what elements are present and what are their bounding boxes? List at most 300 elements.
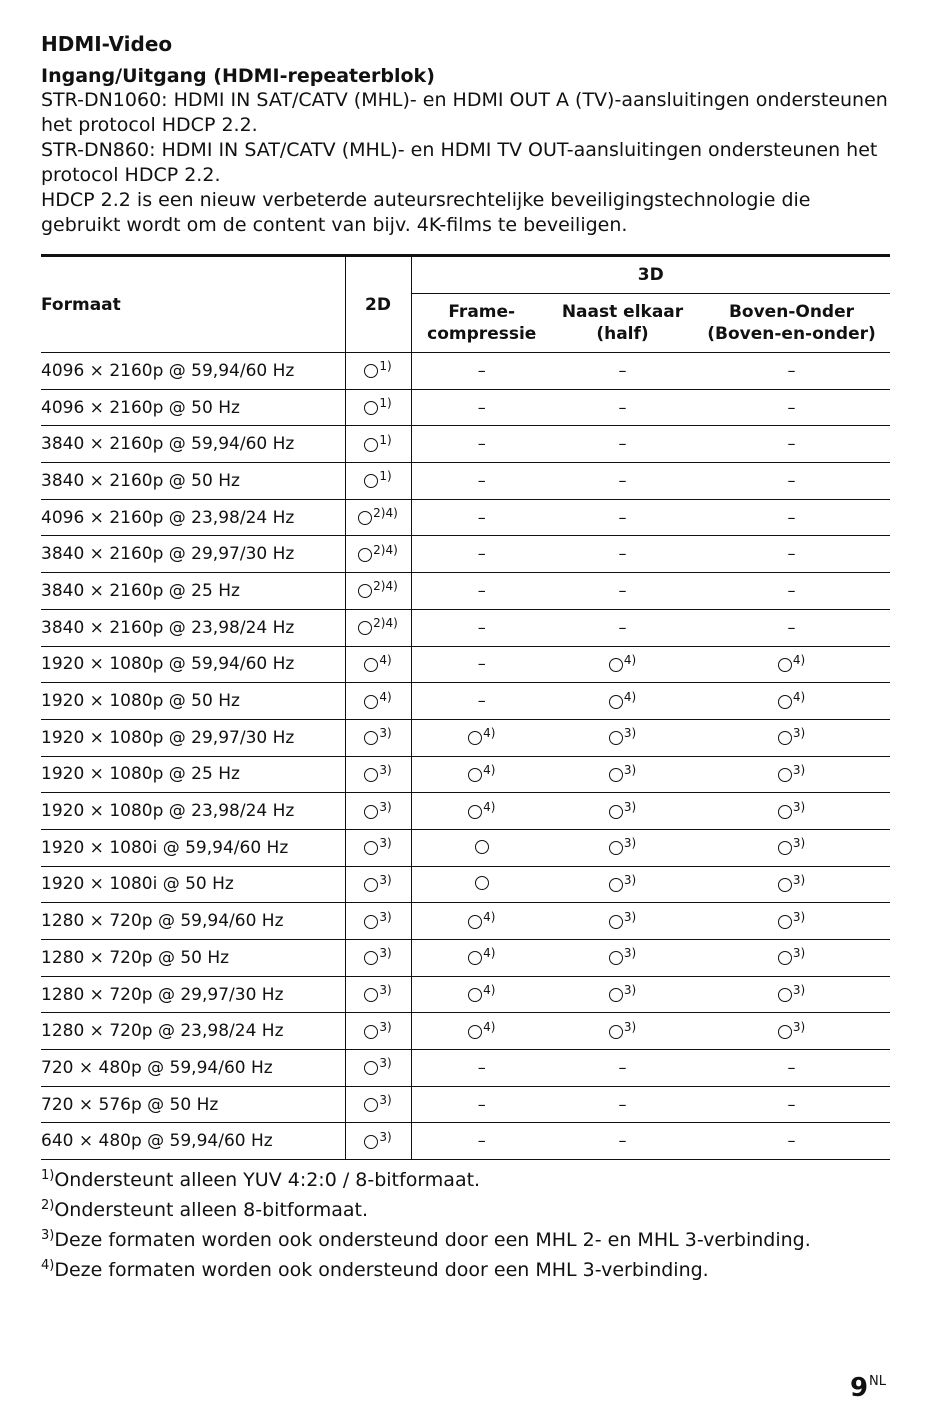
- format-cell: 1280 × 720p @ 23,98/24 Hz: [41, 1013, 345, 1050]
- footnote-mark: 4): [41, 1258, 55, 1273]
- supported-cell: [693, 793, 890, 830]
- circle-icon: [609, 695, 623, 709]
- supported-mark: [364, 836, 391, 859]
- circle-icon: [364, 1135, 378, 1149]
- circle-icon: [778, 841, 792, 855]
- supported-mark: [364, 873, 391, 896]
- dash-mark: –: [618, 617, 627, 637]
- circle-icon: [358, 511, 372, 525]
- table-row: [41, 756, 890, 793]
- table-row: [41, 1050, 890, 1087]
- document-body: [41, 30, 891, 238]
- supported-cell: [411, 903, 552, 940]
- circle-icon: [358, 548, 372, 562]
- footnote-ref: 4): [792, 689, 806, 704]
- dash-mark: –: [477, 617, 486, 637]
- paragraph-1: STR-DN1060: HDMI IN SAT/CATV (MHL)- en HDMI OUT A (TV)-aansluitingen ondersteunen het protocol HDCP 2.2.: [41, 89, 888, 136]
- dash-mark: –: [787, 434, 796, 454]
- table-row: [41, 940, 890, 977]
- footnote-ref: 3): [623, 983, 637, 998]
- header-side-by-side: [552, 294, 693, 353]
- circle-icon: [609, 1025, 623, 1039]
- supported-mark: [468, 983, 495, 1006]
- table-row: [41, 499, 890, 536]
- supported-mark: [364, 1056, 391, 1079]
- supported-mark: [609, 690, 636, 713]
- dash-mark: –: [477, 360, 486, 380]
- footnote-ref: 4): [483, 799, 496, 814]
- supported-mark: [475, 874, 489, 894]
- supported-cell: [345, 866, 411, 903]
- footnote-ref: 4): [379, 652, 392, 667]
- footnote-ref: 4): [483, 946, 496, 961]
- header-line: Boven-Onder: [728, 302, 855, 322]
- supported-cell: [345, 903, 411, 940]
- supported-cell: [411, 756, 552, 793]
- unsupported-cell: [411, 1086, 552, 1123]
- dash-mark: –: [787, 1057, 796, 1077]
- dash-mark: –: [477, 1131, 486, 1151]
- unsupported-cell: [411, 609, 552, 646]
- dash-mark: –: [787, 397, 796, 417]
- dash-mark: –: [618, 1094, 627, 1114]
- footnote-ref: 3): [623, 836, 637, 851]
- circle-icon: [358, 621, 372, 635]
- supported-cell: [552, 866, 693, 903]
- circle-icon: [778, 878, 792, 892]
- footnote-ref: 3): [379, 946, 392, 961]
- footnote-ref: 4): [483, 762, 496, 777]
- supported-mark: [609, 983, 636, 1006]
- dash-mark: –: [618, 507, 627, 527]
- circle-icon: [364, 878, 378, 892]
- dash-mark: –: [477, 544, 486, 564]
- circle-icon: [364, 768, 378, 782]
- unsupported-cell: [693, 1123, 890, 1160]
- supported-cell: [345, 573, 411, 610]
- format-cell: 1920 × 1080p @ 25 Hz: [41, 756, 345, 793]
- supported-cell: [552, 756, 693, 793]
- supported-cell: [345, 1013, 411, 1050]
- supported-cell: [345, 389, 411, 426]
- table-row: [41, 793, 890, 830]
- unsupported-cell: [693, 536, 890, 573]
- supported-cell: [552, 1013, 693, 1050]
- circle-icon: [475, 840, 489, 854]
- format-cell: 1920 × 1080p @ 59,94/60 Hz: [41, 646, 345, 683]
- circle-icon: [364, 658, 378, 672]
- paragraph-2: STR-DN860: HDMI IN SAT/CATV (MHL)- en HDMI TV OUT-aansluitingen ondersteunen het protocol HDCP 2.2.: [41, 139, 878, 186]
- supported-cell: [552, 793, 693, 830]
- footnotes: [41, 1163, 891, 1283]
- header-top-bottom: [693, 294, 890, 353]
- footnote-ref: 4): [623, 689, 637, 704]
- supported-mark: [475, 838, 489, 858]
- unsupported-cell: [552, 463, 693, 500]
- supported-mark: [364, 910, 391, 933]
- footnote-ref: 3): [792, 983, 806, 998]
- unsupported-cell: [411, 1050, 552, 1087]
- unsupported-cell: [693, 1050, 890, 1087]
- supported-cell: [552, 976, 693, 1013]
- footnote-ref: 3): [623, 946, 637, 961]
- supported-cell: [345, 719, 411, 756]
- supported-cell: [693, 646, 890, 683]
- supported-mark: [609, 1020, 636, 1043]
- unsupported-cell: [552, 1050, 693, 1087]
- supported-mark: [364, 1020, 391, 1043]
- supported-cell: [345, 499, 411, 536]
- footnote-ref: 1): [379, 359, 392, 374]
- dash-mark: –: [477, 470, 486, 490]
- dash-mark: –: [618, 470, 627, 490]
- supported-cell: [693, 976, 890, 1013]
- format-cell: 1280 × 720p @ 59,94/60 Hz: [41, 903, 345, 940]
- supported-cell: [345, 463, 411, 500]
- footnote-ref: 3): [379, 909, 392, 924]
- table-row: [41, 573, 890, 610]
- supported-mark: [364, 359, 391, 382]
- circle-icon: [364, 695, 378, 709]
- supported-cell: [345, 646, 411, 683]
- supported-mark: [778, 800, 805, 823]
- circle-icon: [778, 768, 792, 782]
- circle-icon: [609, 951, 623, 965]
- supported-cell: [345, 1086, 411, 1123]
- supported-mark: [364, 946, 391, 969]
- supported-mark: [778, 690, 805, 713]
- supported-mark: [609, 910, 636, 933]
- circle-icon: [609, 988, 623, 1002]
- page-number-value: 9: [849, 1373, 869, 1403]
- circle-icon: [364, 364, 378, 378]
- supported-cell: [693, 683, 890, 720]
- dash-mark: –: [618, 360, 627, 380]
- supported-mark: [364, 690, 391, 713]
- hdmi-format-table: [41, 254, 890, 1160]
- unsupported-cell: [411, 389, 552, 426]
- dash-mark: –: [477, 507, 486, 527]
- format-cell: 720 × 576p @ 50 Hz: [41, 1086, 345, 1123]
- table-row: [41, 1086, 890, 1123]
- supported-mark: [364, 653, 391, 676]
- format-cell: 4096 × 2160p @ 23,98/24 Hz: [41, 499, 345, 536]
- dash-mark: –: [477, 1057, 486, 1077]
- footnote-mark: 1): [41, 1168, 55, 1183]
- header-line: Frame-: [448, 302, 516, 322]
- unsupported-cell: [552, 353, 693, 390]
- unsupported-cell: [411, 683, 552, 720]
- table-row: [41, 683, 890, 720]
- supported-cell: [552, 683, 693, 720]
- supported-mark: [468, 910, 495, 933]
- circle-icon: [468, 988, 482, 1002]
- circle-icon: [778, 731, 792, 745]
- circle-icon: [468, 1025, 482, 1039]
- table-row: [41, 463, 890, 500]
- supported-cell: [345, 536, 411, 573]
- unsupported-cell: [693, 389, 890, 426]
- circle-icon: [364, 474, 378, 488]
- footnote-ref: 3): [792, 1019, 806, 1034]
- footnote-ref: 3): [623, 799, 637, 814]
- supported-cell: [552, 903, 693, 940]
- footnote-ref: 4): [379, 689, 392, 704]
- dash-mark: –: [787, 617, 796, 637]
- supported-mark: [468, 800, 495, 823]
- circle-icon: [468, 915, 482, 929]
- footnote-ref: 4): [483, 1019, 496, 1034]
- supported-cell: [411, 829, 552, 866]
- supported-cell: [693, 719, 890, 756]
- footnote-ref: 1): [379, 469, 392, 484]
- header-line: compressie: [427, 324, 537, 344]
- page-number: [850, 1373, 886, 1403]
- unsupported-cell: [693, 573, 890, 610]
- unsupported-cell: [552, 389, 693, 426]
- supported-cell: [345, 829, 411, 866]
- paragraph-3: HDCP 2.2 is een nieuw verbeterde auteursrechtelijke beveiligingstechnologie die gebruikt wordt om de content van bijv. 4K-films te beveiligen.: [41, 189, 811, 236]
- unsupported-cell: [552, 1086, 693, 1123]
- supported-mark: [468, 946, 495, 969]
- footnote-ref: 3): [792, 726, 806, 741]
- table-row: [41, 609, 890, 646]
- supported-mark: [609, 946, 636, 969]
- supported-cell: [411, 719, 552, 756]
- dash-mark: –: [477, 397, 486, 417]
- footnote-ref: 1): [379, 396, 392, 411]
- circle-icon: [609, 878, 623, 892]
- footnote-ref: 3): [792, 836, 806, 851]
- circle-icon: [778, 915, 792, 929]
- circle-icon: [609, 768, 623, 782]
- format-cell: 1280 × 720p @ 29,97/30 Hz: [41, 976, 345, 1013]
- dash-mark: –: [477, 691, 486, 711]
- supported-cell: [552, 829, 693, 866]
- supported-mark: [778, 836, 805, 859]
- supported-cell: [411, 1013, 552, 1050]
- supported-mark: [364, 763, 391, 786]
- footnote-ref: 3): [379, 872, 392, 887]
- footnote-ref: 3): [379, 762, 392, 777]
- supported-cell: [345, 976, 411, 1013]
- dash-mark: –: [787, 580, 796, 600]
- footnote-ref: 3): [379, 1129, 392, 1144]
- header-format: Formaat: [41, 256, 345, 353]
- circle-icon: [778, 658, 792, 672]
- supported-mark: [778, 1020, 805, 1043]
- footnote-ref: 3): [379, 726, 392, 741]
- unsupported-cell: [552, 536, 693, 573]
- unsupported-cell: [552, 573, 693, 610]
- circle-icon: [778, 805, 792, 819]
- circle-icon: [609, 731, 623, 745]
- footnote-ref: 3): [379, 836, 392, 851]
- table-row: [41, 976, 890, 1013]
- dash-mark: –: [787, 1094, 796, 1114]
- footnote-4: [41, 1253, 891, 1283]
- format-cell: 1920 × 1080p @ 23,98/24 Hz: [41, 793, 345, 830]
- circle-icon: [609, 915, 623, 929]
- format-cell: 3840 × 2160p @ 23,98/24 Hz: [41, 609, 345, 646]
- footnote-ref: 4): [483, 909, 496, 924]
- format-cell: 3840 × 2160p @ 25 Hz: [41, 573, 345, 610]
- unsupported-cell: [693, 463, 890, 500]
- dash-mark: –: [787, 1131, 796, 1151]
- unsupported-cell: [411, 573, 552, 610]
- supported-mark: [364, 396, 391, 419]
- supported-cell: [345, 353, 411, 390]
- supported-mark: [609, 836, 636, 859]
- page-title: HDMI-Video: [41, 32, 173, 56]
- supported-mark: [358, 616, 398, 639]
- supported-mark: [778, 946, 805, 969]
- circle-icon: [475, 876, 489, 890]
- unsupported-cell: [411, 426, 552, 463]
- dash-mark: –: [618, 434, 627, 454]
- footnote-text: Ondersteunt alleen YUV 4:2:0 / 8-bitformaat.: [54, 1169, 481, 1191]
- supported-cell: [411, 866, 552, 903]
- footnote-ref: 3): [792, 799, 806, 814]
- supported-cell: [411, 793, 552, 830]
- circle-icon: [364, 951, 378, 965]
- supported-mark: [364, 1130, 391, 1153]
- format-cell: 1280 × 720p @ 50 Hz: [41, 940, 345, 977]
- format-cell: 1920 × 1080i @ 59,94/60 Hz: [41, 829, 345, 866]
- supported-cell: [693, 1013, 890, 1050]
- table-row: [41, 389, 890, 426]
- supported-mark: [364, 983, 391, 1006]
- supported-mark: [609, 763, 636, 786]
- supported-cell: [345, 609, 411, 646]
- footnote-text: Deze formaten worden ook ondersteund door een MHL 3-verbinding.: [54, 1259, 709, 1281]
- footnote-ref: 3): [379, 983, 392, 998]
- header-line: Naast elkaar: [561, 302, 684, 322]
- footnote-3: [41, 1223, 891, 1253]
- circle-icon: [364, 841, 378, 855]
- supported-mark: [468, 763, 495, 786]
- circle-icon: [609, 658, 623, 672]
- unsupported-cell: [693, 353, 890, 390]
- unsupported-cell: [693, 426, 890, 463]
- unsupported-cell: [552, 426, 693, 463]
- table-row: [41, 646, 890, 683]
- footnote-ref: 3): [623, 872, 637, 887]
- table-row: [41, 536, 890, 573]
- unsupported-cell: [552, 1123, 693, 1160]
- supported-cell: [345, 793, 411, 830]
- circle-icon: [778, 1025, 792, 1039]
- supported-mark: [609, 800, 636, 823]
- supported-mark: [778, 653, 805, 676]
- supported-mark: [364, 800, 391, 823]
- footnote-ref: 4): [483, 726, 496, 741]
- supported-mark: [778, 983, 805, 1006]
- supported-mark: [778, 873, 805, 896]
- format-cell: 3840 × 2160p @ 50 Hz: [41, 463, 345, 500]
- supported-mark: [358, 579, 398, 602]
- circle-icon: [468, 731, 482, 745]
- circle-icon: [364, 915, 378, 929]
- supported-cell: [552, 940, 693, 977]
- circle-icon: [364, 805, 378, 819]
- footnote-ref: 3): [623, 762, 637, 777]
- table-row: [41, 1123, 890, 1160]
- footnote-ref: 3): [792, 946, 806, 961]
- circle-icon: [468, 768, 482, 782]
- format-cell: 3840 × 2160p @ 59,94/60 Hz: [41, 426, 345, 463]
- dash-mark: –: [477, 434, 486, 454]
- footnote-ref: 2)4): [373, 542, 398, 557]
- supported-mark: [609, 653, 636, 676]
- supported-cell: [552, 646, 693, 683]
- format-cell: 4096 × 2160p @ 50 Hz: [41, 389, 345, 426]
- circle-icon: [364, 731, 378, 745]
- format-cell: 720 × 480p @ 59,94/60 Hz: [41, 1050, 345, 1087]
- table-row: [41, 353, 890, 390]
- circle-icon: [364, 438, 378, 452]
- format-cell: 1920 × 1080p @ 50 Hz: [41, 683, 345, 720]
- unsupported-cell: [693, 1086, 890, 1123]
- supported-mark: [358, 506, 398, 529]
- dash-mark: –: [477, 580, 486, 600]
- circle-icon: [358, 584, 372, 598]
- circle-icon: [468, 951, 482, 965]
- unsupported-cell: [411, 1123, 552, 1160]
- footnote-ref: 3): [792, 909, 806, 924]
- supported-mark: [778, 763, 805, 786]
- dash-mark: –: [787, 507, 796, 527]
- footnote-2: [41, 1193, 891, 1223]
- supported-cell: [693, 829, 890, 866]
- footnote-ref: 2)4): [373, 506, 398, 521]
- footnote-ref: 4): [483, 983, 496, 998]
- section-heading: Ingang/Uitgang (HDMI-repeaterblok): [41, 65, 435, 87]
- footnote-1: [41, 1163, 891, 1193]
- unsupported-cell: [552, 499, 693, 536]
- supported-cell: [345, 940, 411, 977]
- unsupported-cell: [411, 646, 552, 683]
- circle-icon: [609, 805, 623, 819]
- dash-mark: –: [618, 544, 627, 564]
- supported-mark: [364, 726, 391, 749]
- footnote-ref: 3): [623, 909, 637, 924]
- table-row: [41, 426, 890, 463]
- supported-mark: [778, 726, 805, 749]
- unsupported-cell: [411, 353, 552, 390]
- supported-cell: [693, 940, 890, 977]
- footnote-ref: 3): [623, 726, 637, 741]
- footnote-ref: 3): [623, 1019, 637, 1034]
- unsupported-cell: [552, 609, 693, 646]
- format-cell: 1920 × 1080i @ 50 Hz: [41, 866, 345, 903]
- supported-mark: [609, 873, 636, 896]
- footnote-ref: 2)4): [373, 579, 398, 594]
- supported-cell: [552, 719, 693, 756]
- unsupported-cell: [411, 463, 552, 500]
- header-2d: 2D: [345, 256, 411, 353]
- supported-cell: [345, 683, 411, 720]
- circle-icon: [778, 695, 792, 709]
- header-line: (half): [596, 324, 649, 344]
- dash-mark: –: [618, 1057, 627, 1077]
- supported-cell: [693, 903, 890, 940]
- supported-cell: [693, 756, 890, 793]
- supported-mark: [778, 910, 805, 933]
- footnote-ref: 3): [379, 1056, 392, 1071]
- footnote-ref: 1): [379, 432, 392, 447]
- unsupported-cell: [693, 609, 890, 646]
